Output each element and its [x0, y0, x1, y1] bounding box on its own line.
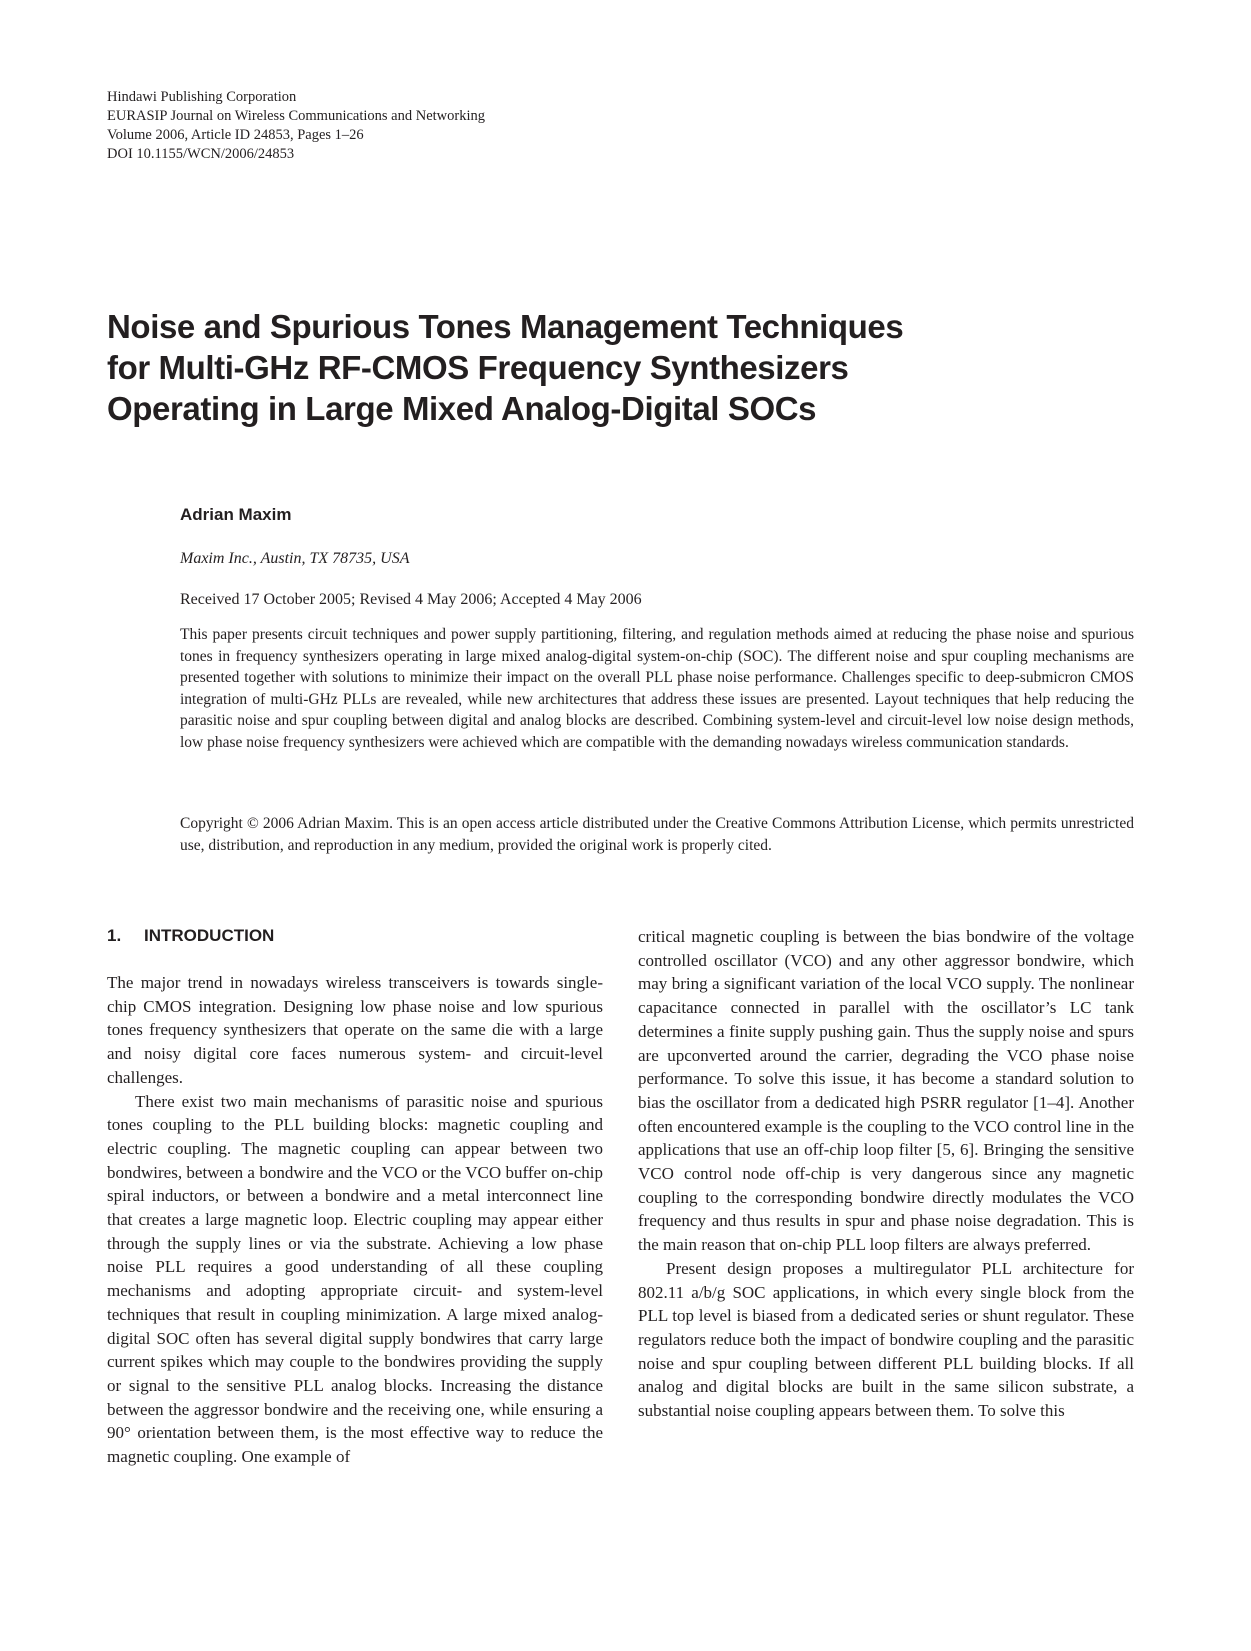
journal-line: EURASIP Journal on Wireless Communications and Networking [107, 108, 485, 124]
section-number: 1. [107, 926, 122, 945]
section-heading [107, 926, 274, 946]
copyright-notice: Copyright © 2006 Adrian Maxim. This is an open access article distributed under the Creative Commons Attribution License, which permits unrestricted use, distribution, and reproduction in any medium, provided the original work is properly cited. [180, 815, 1134, 854]
paragraph: The major trend in nowadays wireless transceivers is towards single-chip CMOS integration. Designing low phase noise and low spurious tones frequency synthesizers that operate on the same die with a large and noisy digital core faces numerous system- and circuit-level challenges. [107, 973, 603, 1087]
body-column-left [107, 971, 603, 1469]
section-title: INTRODUCTION [144, 926, 275, 945]
paragraph: Present design proposes a multiregulator PLL architecture for 802.11 a/b/g SOC applications, in which every single block from the PLL top level is biased from a dedicated series or shunt regulator. These regulators reduce both the impact of bondwire coupling and the parasitic noise and spur coupling between different PLL building blocks. If all analog and digital blocks are built in the same silicon substrate, a substantial noise coupling appears between them. To solve this [638, 1258, 1134, 1421]
author-affiliation: Maxim Inc., Austin, TX 78735, USA [180, 550, 410, 567]
title-line-1: Noise and Spurious Tones Management Techniques [107, 308, 904, 345]
submission-dates: Received 17 October 2005; Revised 4 May 2006; Accepted 4 May 2006 [180, 591, 642, 608]
title-line-3: Operating in Large Mixed Analog-Digital SOCs [107, 390, 817, 427]
author-name: Adrian Maxim [180, 505, 292, 524]
title-line-2: for Multi-GHz RF-CMOS Frequency Synthesizers [107, 349, 849, 386]
doi-line: DOI 10.1155/WCN/2006/24853 [107, 146, 295, 162]
paragraph: There exist two main mechanisms of parasitic noise and spurious tones coupling to the PLL building blocks: magnetic coupling and electric coupling. The magnetic coupling can appear between two bondwires, between a bondwire and the VCO or the VCO buffer on-chip spiral inductors, or between a bondwire and a metal interconnect line that creates a large magnetic loop. Electric coupling may appear either through the supply lines or via the substrate. Achieving a low phase noise PLL requires a good understanding of all these coupling mechanisms and adopting appropriate circuit- and system-level techniques that result in coupling minimization. A large mixed analog-digital SOC often has several digital supply bondwires that carry large current spikes which may couple to the bondwires providing the supply or signal to the sensitive PLL analog blocks. Increasing the distance between the aggressor bondwire and the receiving one, while ensuring a 90° orientation between them, is the most effective way to reduce the magnetic coupling. One example of [107, 1091, 603, 1467]
volume-line: Volume 2006, Article ID 24853, Pages 1–26 [107, 127, 364, 143]
paper-title [107, 306, 1107, 429]
paragraph: critical magnetic coupling is between the bias bondwire of the voltage controlled oscillator (VCO) and any other aggressor bondwire, which may bring a significant variation of the local VCO supply. The nonlinear capacitance connected in parallel with the oscillator’s LC tank determines a finite supply pushing gain. Thus the supply noise and spurs are upconverted around the carrier, degrading the VCO phase noise performance. To solve this issue, it has become a standard solution to bias the oscillator from a dedicated high PSRR regulator [1–4]. Another often encountered example is the coupling to the VCO control line in the applications that use an off-chip loop filter [5, 6]. Bringing the sensitive VCO control node off-chip is very dangerous since any magnetic coupling to the corresponding bondwire directly modulates the VCO frequency and thus results in spur and phase noise degradation. This is the main reason that on-chip PLL loop filters are always preferred. [638, 927, 1134, 1255]
journal-header [107, 88, 485, 164]
abstract: This paper presents circuit techniques and power supply partitioning, filtering, and regulation methods aimed at reducing the phase noise and spurious tones in frequency synthesizers operating in large mixed analog-digital system-on-chip (SOC). The different noise and spur coupling mechanisms are presented together with solutions to minimize their impact on the overall PLL phase noise performance. Challenges specific to deep-submicron CMOS integration of multi-GHz PLLs are revealed, while new architectures that address these issues are presented. Layout techniques that help reducing the parasitic noise and spur coupling between digital and analog blocks are described. Combining system-level and circuit-level low noise design methods, low phase noise frequency synthesizers were achieved which are compatible with the demanding nowadays wireless communication standards. [180, 626, 1134, 751]
publisher-line: Hindawi Publishing Corporation [107, 89, 297, 105]
body-column-right [638, 925, 1134, 1423]
